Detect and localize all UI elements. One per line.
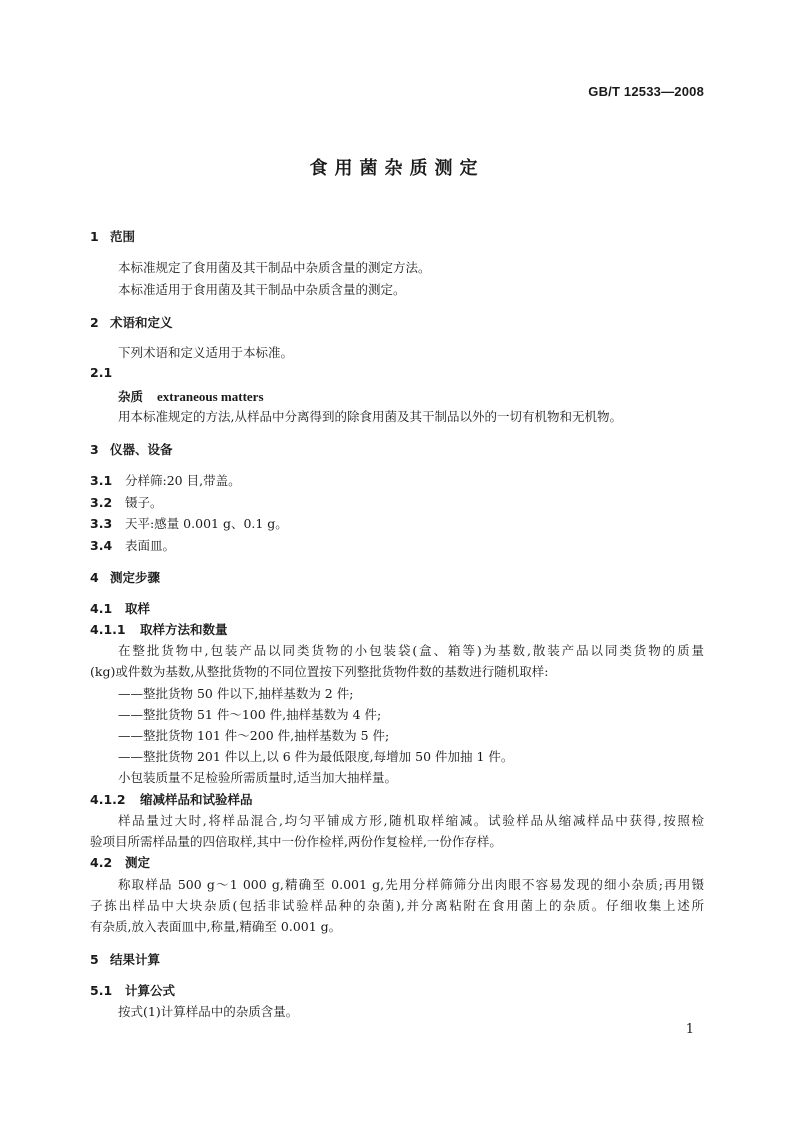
subsection-4-1-2-heading <box>90 790 253 808</box>
subsection-title: 测定 <box>125 855 151 870</box>
dash-list-item: ——整批货物 101 件～200 件,抽样基数为 5 件; <box>118 728 390 743</box>
item-number: 3.4 <box>90 538 113 553</box>
section-title: 仪器、设备 <box>110 442 173 457</box>
subsection-title: 取样 <box>125 601 151 616</box>
paragraph: 按式(1)计算样品中的杂质含量。 <box>118 1004 299 1019</box>
paragraph-line: 验项目所需样品量的四倍取样,其中一份作检样,两份作复检样,一份作存样。 <box>90 834 502 849</box>
section-1-heading <box>90 227 135 245</box>
section-title: 范围 <box>110 229 136 244</box>
item-text: 天平:感量 0.001 g、0.1 g。 <box>125 516 288 531</box>
paragraph-line: 在整批货物中,包装产品以同类货物的小包装袋(盒、箱等)为基数,散装产品以同类货物的质量 <box>118 643 704 658</box>
page-number: 1 <box>685 1022 694 1037</box>
paragraph: 下列术语和定义适用于本标准。 <box>118 345 294 360</box>
list-item <box>90 471 241 489</box>
subsection-number: 4.1.1 <box>90 622 126 637</box>
definition: 用本标准规定的方法,从样品中分离得到的除食用菌及其干制品以外的一切有机物和无机物。 <box>118 409 622 424</box>
section-title: 结果计算 <box>110 952 161 967</box>
subsection-4-1-heading <box>90 599 150 617</box>
paragraph-line: (kg)或件数为基数,从整批货物的不同位置按下列整批货物件数的基数进行随机取样: <box>90 664 549 679</box>
item-number: 3.3 <box>90 516 113 531</box>
paragraph-line: 样品量过大时,将样品混合,均匀平铺成方形,随机取样缩减。试验样品从缩减样品中获得,按照检 <box>118 813 704 828</box>
section-title: 测定步骤 <box>110 570 161 585</box>
term-entry <box>118 386 264 405</box>
subsection-4-2-heading <box>90 853 150 871</box>
item-number: 3.1 <box>90 473 113 488</box>
section-2-heading <box>90 313 173 331</box>
subsection-number: 4.1 <box>90 601 113 616</box>
item-text: 分样筛:20 目,带盖。 <box>125 473 241 488</box>
paragraph-line: 有杂质,放入表面皿中,称量,精确至 0.001 g。 <box>90 919 342 934</box>
section-4-heading <box>90 568 160 586</box>
paragraph: 本标准规定了食用菌及其干制品中杂质含量的测定方法。 <box>118 260 431 275</box>
section-number: 1 <box>90 229 99 244</box>
section-number: 2 <box>90 315 99 330</box>
subsection-number: 4.1.2 <box>90 792 126 807</box>
section-3-heading <box>90 440 173 458</box>
paragraph: 本标准适用于食用菌及其干制品中杂质含量的测定。 <box>118 282 406 297</box>
list-item <box>90 536 175 554</box>
standard-number: GB/T 12533—2008 <box>588 84 704 99</box>
section-number: 4 <box>90 570 99 585</box>
paragraph-line: 子拣出样品中大块杂质(包括非试验样品种的杂菌),并分离粘附在食用菌上的杂质。仔细收集上述所 <box>90 898 704 913</box>
section-number: 5 <box>90 952 99 967</box>
subsection-number: 4.2 <box>90 855 113 870</box>
item-number: 3.2 <box>90 495 113 510</box>
item-text: 镊子。 <box>125 495 163 510</box>
subsection-5-1-heading <box>90 981 175 999</box>
paragraph-line: 称取样品 500 g～1 000 g,精确至 0.001 g,先用分样筛筛分出肉眼不容易发现的细小杂质;再用镊 <box>118 877 704 892</box>
subsection-title: 计算公式 <box>125 983 176 998</box>
subsection-4-1-1-heading <box>90 620 228 638</box>
list-item <box>90 493 163 511</box>
list-item <box>90 514 288 532</box>
dash-list-item: ——整批货物 201 件以上,以 6 件为最低限度,每增加 50 件加抽 1 件。 <box>118 749 514 764</box>
section-title: 术语和定义 <box>110 315 173 330</box>
subsection-title: 缩减样品和试验样品 <box>140 792 253 807</box>
term-english: extraneous matters <box>157 389 264 404</box>
section-number: 3 <box>90 442 99 457</box>
paragraph: 小包装质量不足检验所需质量时,适当加大抽样量。 <box>118 770 397 785</box>
subsection-title: 取样方法和数量 <box>140 622 228 637</box>
document-title: 食用菌杂质测定 <box>309 158 485 179</box>
subsection-number: 2.1 <box>90 365 113 380</box>
section-5-heading <box>90 950 160 968</box>
term-chinese: 杂质 <box>118 389 144 404</box>
dash-list-item: ——整批货物 50 件以下,抽样基数为 2 件; <box>118 686 354 701</box>
subsection-number: 5.1 <box>90 983 113 998</box>
item-text: 表面皿。 <box>125 538 176 553</box>
dash-list-item: ——整批货物 51 件～100 件,抽样基数为 4 件; <box>118 707 382 722</box>
